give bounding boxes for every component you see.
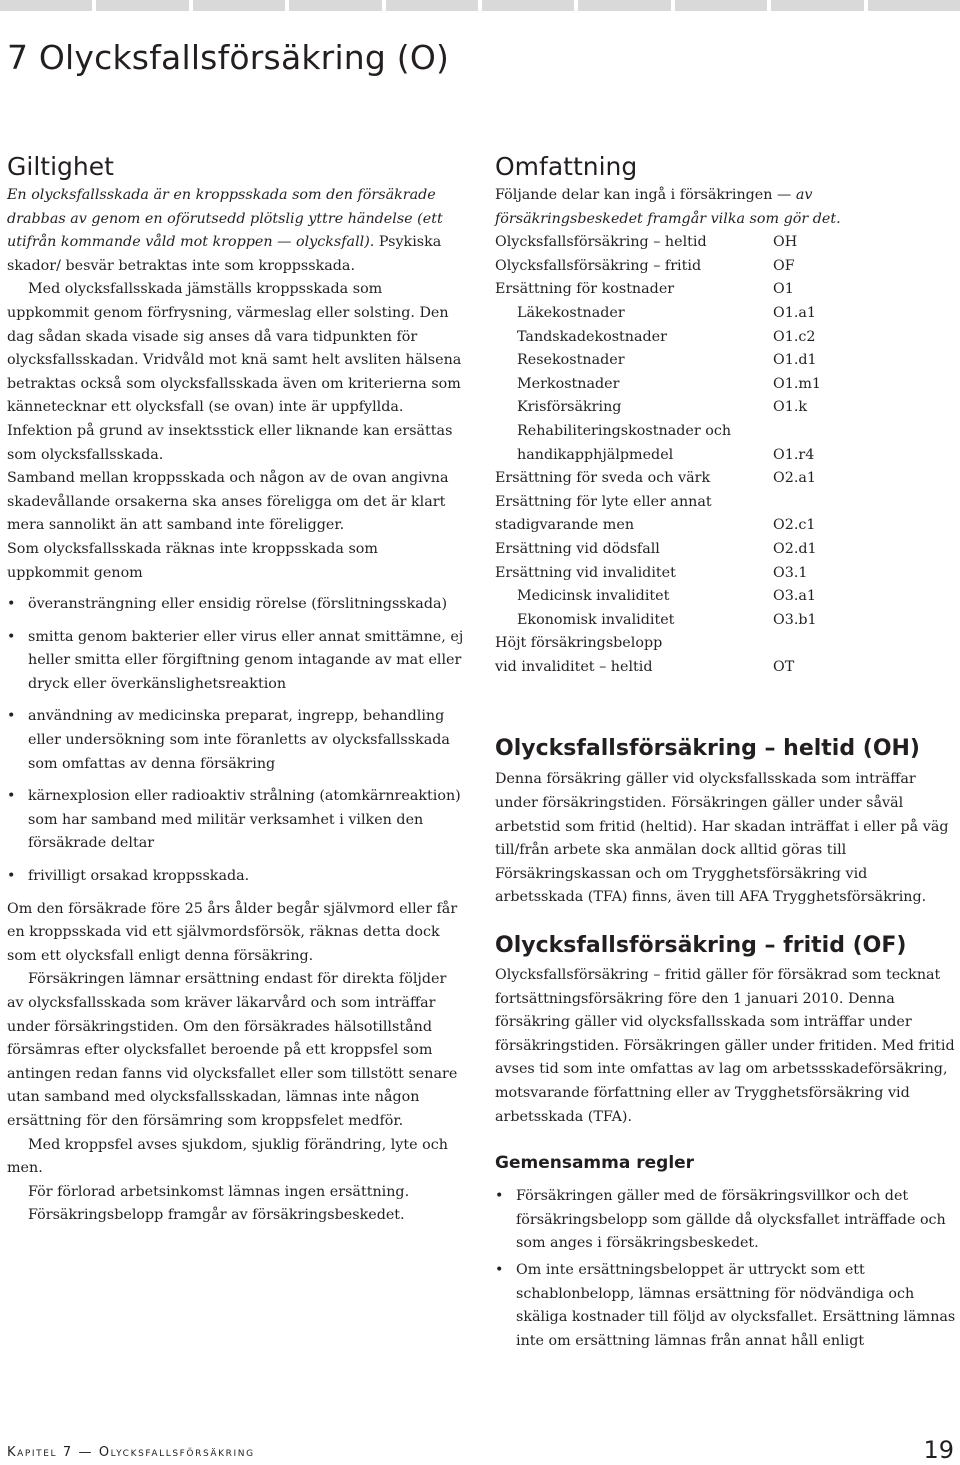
coverage-code [773,420,957,444]
coverage-code: O3.a1 [773,588,816,605]
coverage-table [495,231,957,679]
intro-rest-text: Psykiska skador/ besvär betraktas inte som kroppsskada. [7,234,442,274]
coverage-label: Tandskadekostnader [517,328,667,345]
list-item: • frivilligt orsakad kroppsskada. [7,865,464,889]
coverage-code: O2.c1 [773,517,816,534]
page-number: 19 [923,1436,954,1464]
top-decorative-bar [0,0,960,11]
footer-chapter-label: Kapitel 7 — Olycksfallsförsäkring [7,1445,255,1460]
paragraph: Med kroppsfel avses sjukdom, sjuklig förändring, lyte och men. [7,1136,448,1177]
list-item: • kärnexplosion eller radioaktiv strålning (atomkärnreaktion) som har samband med militär verksamhet i vilken den försäkrade deltar [7,785,464,856]
coverage-label: Ersättning vid dödsfall [495,540,660,557]
coverage-code: O3.b1 [773,611,817,628]
coverage-label: handikapphjälpmedel [517,446,674,463]
left-column [7,150,464,1228]
coverage-code: O1.a1 [773,304,816,321]
coverage-code: O3.1 [773,564,808,581]
giltighet-heading: Giltighet [7,152,114,181]
coverage-label: Ersättning för lyte eller annat [495,493,712,510]
oh-heading: Olycksfallsförsäkring – heltid (OH) [495,736,920,762]
list-item: • Försäkringen gäller med de försäkringsvillkor och det försäkringsbelopp som gällde då olycksfallet inträffade och som anges i försäkringsbeskedet. [495,1185,957,1256]
coverage-label: Olycksfallsförsäkring – heltid [495,234,707,251]
omfattning-heading: Omfattning [495,152,638,181]
paragraph: Om den försäkrade före 25 års ålder begår självmord eller får en kroppsskada vid ett självmordsförsök, räknas detta dock som ett olycksfall enligt denna försäkring. [7,900,458,964]
coverage-label: Merkostnader [517,375,620,392]
coverage-label: Läkekostnader [517,304,625,321]
oh-text: Denna försäkring gäller vid olycksfallsskada som inträffar under försäkringstiden. Försäkringen gäller under såväl arbetstid som fritid (heltid). Har skadan inträffat i eller på väg till/från arbete ska anmälan dock alltid göras till Försäkringskassan och om Trygghetsförsäkring vid arbetsskada (TFA) finns, även till AFA Trygghetsförsäkring. [495,771,949,906]
of-text: Olycksfallsförsäkring – fritid gäller för försäkrad som tecknat fortsättningsförsäkring före den 1 januari 2010. Denna försäkring gäller vid olycksfallsskada som inträffar under försäkringstiden. Försäkringen gäller under fritiden. Med fritid avses tid som inte omfattas av lag om arbetssskadeförsäkring, motsvarande författning eller av Trygghetsförsäkring vid arbetsskada (TFA). [495,967,955,1125]
coverage-label: Medicinsk invaliditet [517,588,670,605]
paragraph: Försäkringen lämnar ersättning endast för direkta följder av olycksfallsskada som kräver läkarvård och som inträffar under försäkringstiden. Om den försäkrades hälsotillstånd försämras efter olycksfallet beroende på ett kroppsfel som antingen redan fanns vid olycksfallet eller som tillstött senare utan samband med olycksfallsskadan, lämnas inte någon ersättning för den försämring som kroppsfelet medför. [7,971,458,1129]
list-item: • användning av medicinska preparat, ingrepp, behandling eller undersökning som inte föranletts av olycksfallsskada som omfattas av denna försäkring [7,705,464,776]
coverage-code [773,632,957,656]
coverage-code: O1.m1 [773,375,822,392]
coverage-code: O2.a1 [773,470,816,487]
coverage-code: O1 [773,281,794,298]
coverage-label: stadigvarande men [495,517,635,534]
coverage-code: O1.d1 [773,352,817,369]
gemensamma-heading: Gemensamma regler [495,1153,695,1174]
coverage-label: vid invaliditet – heltid [495,658,653,675]
omfattning-intro-italic: av försäkringsbeskedet framgår vilka som gör det. [495,187,841,227]
coverage-label: Ersättning för sveda och värk [495,470,711,487]
page-title: 7 Olycksfallsförsäkring (O) [7,38,450,77]
coverage-code [773,491,957,515]
paragraph: Försäkringsbelopp framgår av försäkringsbeskedet. [28,1207,405,1224]
coverage-label: Ersättning vid invaliditet [495,564,676,581]
coverage-code: O1.r4 [773,446,815,463]
intro-italic-text: En olycksfallsskada är en kroppsskada som den försäkrade drabbas av genom en oförutsedd plötslig yttre händelse (ett utifrån kommande våld mot kroppen — olycksfall). [7,187,443,251]
coverage-label: Ersättning för kostnader [495,281,675,298]
coverage-code: O2.d1 [773,540,817,557]
paragraph: Som olycksfallsskada räknas inte kroppsskada som uppkommit genom [7,540,378,581]
coverage-code: OF [773,257,795,274]
coverage-label: Rehabiliteringskostnader och [517,422,732,439]
coverage-label: Ekonomisk invaliditet [517,611,675,628]
coverage-code: OH [773,234,798,251]
omfattning-intro [495,184,957,231]
coverage-code: O1.k [773,399,808,416]
right-column [495,150,957,1356]
paragraph: För förlorad arbetsinkomst lämnas ingen ersättning. [28,1183,410,1200]
coverage-label: Resekostnader [517,352,625,369]
coverage-label: Krisförsäkring [517,399,622,416]
omfattning-intro-text: Följande delar kan ingå i försäkringen — [495,187,796,203]
coverage-code: OT [773,658,795,675]
coverage-code: O1.c2 [773,328,816,345]
of-heading: Olycksfallsförsäkring – fritid (OF) [495,933,907,959]
list-item: • smitta genom bakterier eller virus eller annat smittämne, ej heller smitta eller förgiftning genom intagande av mat eller dryck eller överkänslighetsreaktion [7,626,464,697]
paragraph: Samband mellan kroppsskada och någon av de ovan angivna skadevållande orsakerna ska anses föreligga om det är klart mera sannolikt än att samband inte föreligger. [7,470,449,534]
exclusion-list [7,593,464,889]
coverage-label: Höjt försäkringsbelopp [495,635,663,652]
coverage-label: Olycksfallsförsäkring – fritid [495,257,702,274]
giltighet-intro [7,184,464,278]
gemensamma-list [495,1185,957,1353]
list-item: • överansträngning eller ensidig rörelse (förslitningsskada) [7,593,464,617]
list-item: • Om inte ersättningsbeloppet är uttryckt som ett schablonbelopp, lämnas ersättning för nödvändiga och skäliga kostnader till följd av olycksfallet. Ersättning lämnas inte om ersättning lämnas från annat håll enligt [495,1259,957,1353]
paragraph: Med olycksfallsskada jämställs kroppsskada som uppkommit genom förfrysning, värmeslag eller solsting. Den dag sådan skada visade sig anses då vara tidpunkten för olycksfallsskadan. Vridvåld mot knä samt helt avsliten hälsena betraktas också som olycksfallsskada även om kriterierna som kännetecknar ett olycksfall (se ovan) inte är uppfyllda. Infektion på grund av insektsstick eller liknande kan ersättas som olycksfallsskada. [7,281,462,463]
